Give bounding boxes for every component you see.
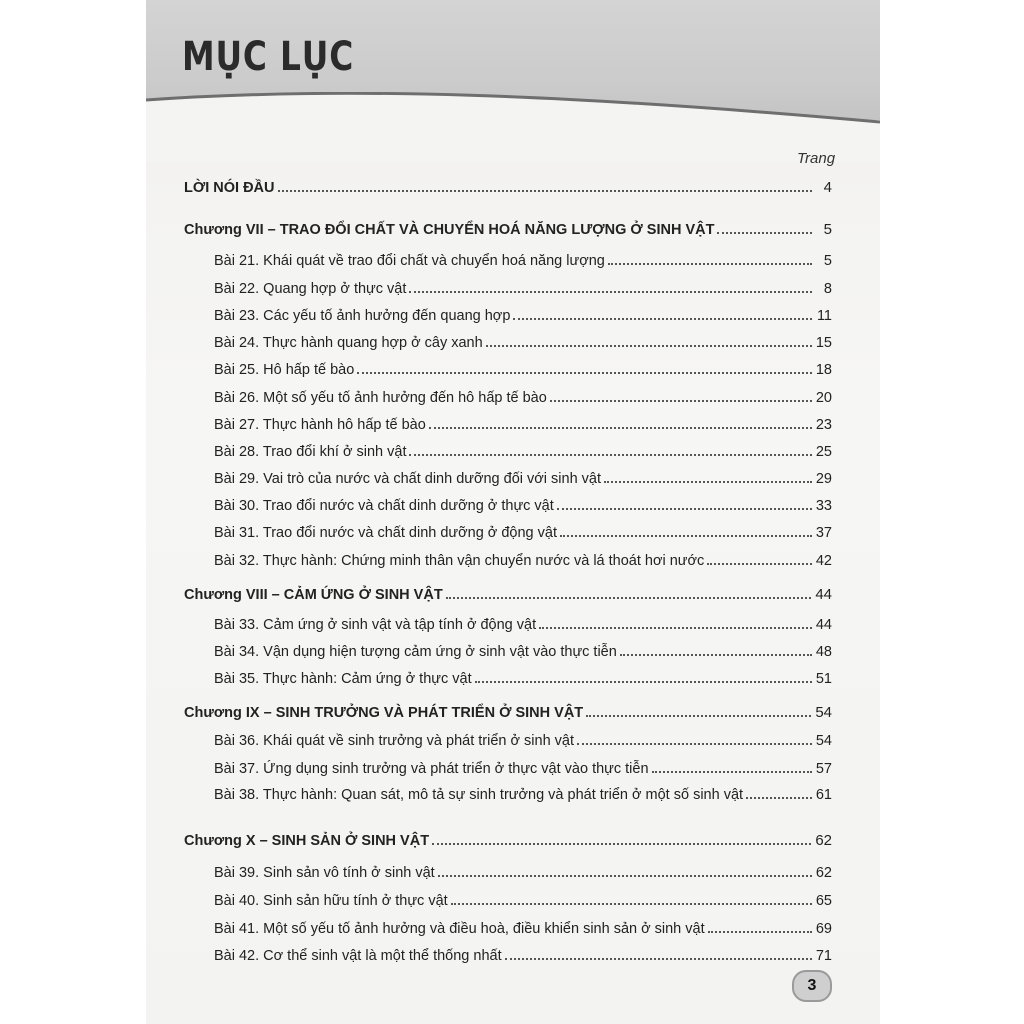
toc-lesson-row <box>214 304 832 324</box>
toc-chapter-row <box>184 176 832 196</box>
book-page <box>146 0 880 1024</box>
toc-entry-label: Bài 37. Ứng dụng sinh trưởng và phát triển ở thực vật vào thực tiễn <box>214 761 649 777</box>
toc-lesson-row <box>214 783 832 803</box>
dot-leader <box>486 344 812 347</box>
toc-entry-page: 15 <box>815 335 832 351</box>
toc-entry-page: 29 <box>815 471 832 487</box>
dot-leader <box>717 231 812 234</box>
dot-leader <box>475 680 812 683</box>
toc-lesson-row <box>214 440 832 460</box>
toc-entry-page: 5 <box>823 221 832 238</box>
toc-entry-page: 44 <box>815 586 832 603</box>
toc-entry-label: Bài 26. Một số yếu tố ảnh hưởng đến hô hấp tế bào <box>214 390 547 406</box>
dot-leader <box>708 930 812 933</box>
background-right <box>880 0 1024 1024</box>
toc-entry-page: 23 <box>815 417 832 433</box>
dot-leader <box>278 189 812 192</box>
toc-entry-label: Bài 21. Khái quát về trao đổi chất và chuyển hoá năng lượng <box>214 253 605 269</box>
toc-entry-page: 57 <box>815 761 832 777</box>
dot-leader <box>429 426 812 429</box>
toc-entry-page: 44 <box>815 617 832 633</box>
toc-lesson-row <box>214 757 832 777</box>
dot-leader <box>513 317 812 320</box>
dot-leader <box>746 796 812 799</box>
toc-entry-page: 65 <box>815 893 832 909</box>
toc-entry-page: 4 <box>823 179 832 196</box>
toc-entry-page: 11 <box>816 308 832 324</box>
toc-chapter-row <box>184 829 832 849</box>
toc-lesson-row <box>214 358 832 378</box>
toc-entry-label: Bài 24. Thực hành quang hợp ở cây xanh <box>214 335 483 351</box>
toc-lesson-row <box>214 467 832 487</box>
toc-lesson-row <box>214 413 832 433</box>
dot-leader <box>560 534 812 537</box>
toc-entry-label: Bài 23. Các yếu tố ảnh hưởng đến quang hợp <box>214 308 511 324</box>
dot-leader <box>505 957 812 960</box>
toc-lesson-row <box>214 889 832 909</box>
dot-leader <box>652 770 812 773</box>
toc-entry-label: Bài 32. Thực hành: Chứng minh thân vận chuyển nước và lá thoát hơi nước <box>214 553 705 569</box>
toc-lesson-row <box>214 331 832 351</box>
toc-lesson-row <box>214 494 832 514</box>
toc-entry-page: 69 <box>815 921 832 937</box>
toc-entry-page: 48 <box>815 644 832 660</box>
dot-leader <box>577 742 812 745</box>
toc-entry-page: 51 <box>815 671 832 687</box>
dot-leader <box>539 626 812 629</box>
page-title: MỤC LỤC <box>182 34 355 80</box>
toc-entry-label: Bài 27. Thực hành hô hấp tế bào <box>214 417 426 433</box>
toc-lesson-row <box>214 277 832 297</box>
dot-leader <box>409 290 812 293</box>
toc-entry-page: 25 <box>815 444 832 460</box>
toc-entry-label: Bài 41. Một số yếu tố ảnh hưởng và điều hoà, điều khiển sinh sản ở sinh vật <box>214 921 705 937</box>
dot-leader <box>604 480 812 483</box>
toc-lesson-row <box>214 729 832 749</box>
toc-entry-label: Bài 36. Khái quát về sinh trưởng và phát triển ở sinh vật <box>214 733 575 749</box>
background-left <box>0 0 146 1024</box>
dot-leader <box>550 399 812 402</box>
toc-entry-page: 37 <box>815 525 832 541</box>
toc-entry-page: 54 <box>815 704 832 721</box>
header-curve <box>146 92 880 162</box>
dot-leader <box>409 453 811 456</box>
dot-leader <box>557 507 812 510</box>
toc-entry-page: 20 <box>815 390 832 406</box>
dot-leader <box>357 371 812 374</box>
toc-entry-page: 33 <box>815 498 832 514</box>
toc-entry-page: 71 <box>815 948 832 964</box>
page-column-label: Trang <box>797 150 836 167</box>
toc-entry-label: Bài 40. Sinh sản hữu tính ở thực vật <box>214 893 448 909</box>
toc-entry-label: Bài 22. Quang hợp ở thực vật <box>214 281 407 297</box>
toc-entry-label: Chương X – SINH SẢN Ở SINH VẬT <box>184 833 430 849</box>
toc-entry-page: 5 <box>823 253 832 269</box>
toc-entry-page: 8 <box>823 281 832 297</box>
dot-leader <box>586 714 811 717</box>
toc-entry-label: Bài 34. Vận dụng hiện tượng cảm ứng ở sinh vật vào thực tiễn <box>214 644 617 660</box>
toc-chapter-row <box>184 218 832 238</box>
toc-entry-label: Bài 30. Trao đổi nước và chất dinh dưỡng ở thực vật <box>214 498 554 514</box>
dot-leader <box>707 562 812 565</box>
dot-leader <box>608 262 812 265</box>
toc-entry-label: Bài 33. Cảm ứng ở sinh vật và tập tính ở động vật <box>214 617 537 633</box>
toc-lesson-row <box>214 549 832 569</box>
toc-entry-label: Bài 42. Cơ thể sinh vật là một thể thống nhất <box>214 948 502 964</box>
toc-entry-label: Bài 29. Vai trò của nước và chất dinh dưỡng đối với sinh vật <box>214 471 602 487</box>
toc-lesson-row <box>214 249 832 269</box>
toc-lesson-row <box>214 667 832 687</box>
toc-entry-label: Chương VII – TRAO ĐỔI CHẤT VÀ CHUYỂN HOÁ NĂNG LƯỢNG Ở SINH VẬT <box>184 222 715 238</box>
toc-entry-label: Chương IX – SINH TRƯỞNG VÀ PHÁT TRIỂN Ở SINH VẬT <box>184 705 584 721</box>
toc-entry-page: 42 <box>815 553 832 569</box>
dot-leader <box>620 653 812 656</box>
page-number-badge: 3 <box>792 970 832 1002</box>
toc-entry-page: 18 <box>815 362 832 378</box>
toc-entry-page: 62 <box>815 865 832 881</box>
toc-entry-label: Bài 25. Hô hấp tế bào <box>214 362 355 378</box>
toc-lesson-row <box>214 917 832 937</box>
toc-chapter-row <box>184 583 832 603</box>
toc-lesson-row <box>214 613 832 633</box>
toc-entry-page: 62 <box>815 832 832 849</box>
toc-lesson-row <box>214 386 832 406</box>
toc-entry-page: 54 <box>815 733 832 749</box>
dot-leader <box>446 596 812 599</box>
toc-entry-label: Bài 28. Trao đổi khí ở sinh vật <box>214 444 407 460</box>
toc-entry-label: LỜI NÓI ĐẦU <box>184 180 275 196</box>
dot-leader <box>438 874 812 877</box>
dot-leader <box>432 842 811 845</box>
toc-entry-page: 61 <box>815 787 832 803</box>
toc-entry-label: Chương VIII – CẢM ỨNG Ở SINH VẬT <box>184 587 443 603</box>
toc-lesson-row <box>214 521 832 541</box>
toc-entry-label: Bài 38. Thực hành: Quan sát, mô tả sự sinh trưởng và phát triển ở một số sinh vật <box>214 787 744 803</box>
dot-leader <box>451 902 812 905</box>
toc-entry-label: Bài 35. Thực hành: Cảm ứng ở thực vật <box>214 671 472 687</box>
toc-lesson-row <box>214 640 832 660</box>
toc-entry-label: Bài 39. Sinh sản vô tính ở sinh vật <box>214 865 435 881</box>
toc-lesson-row <box>214 861 832 881</box>
toc-entry-label: Bài 31. Trao đổi nước và chất dinh dưỡng ở động vật <box>214 525 557 541</box>
toc-lesson-row <box>214 944 832 964</box>
toc-chapter-row <box>184 701 832 721</box>
